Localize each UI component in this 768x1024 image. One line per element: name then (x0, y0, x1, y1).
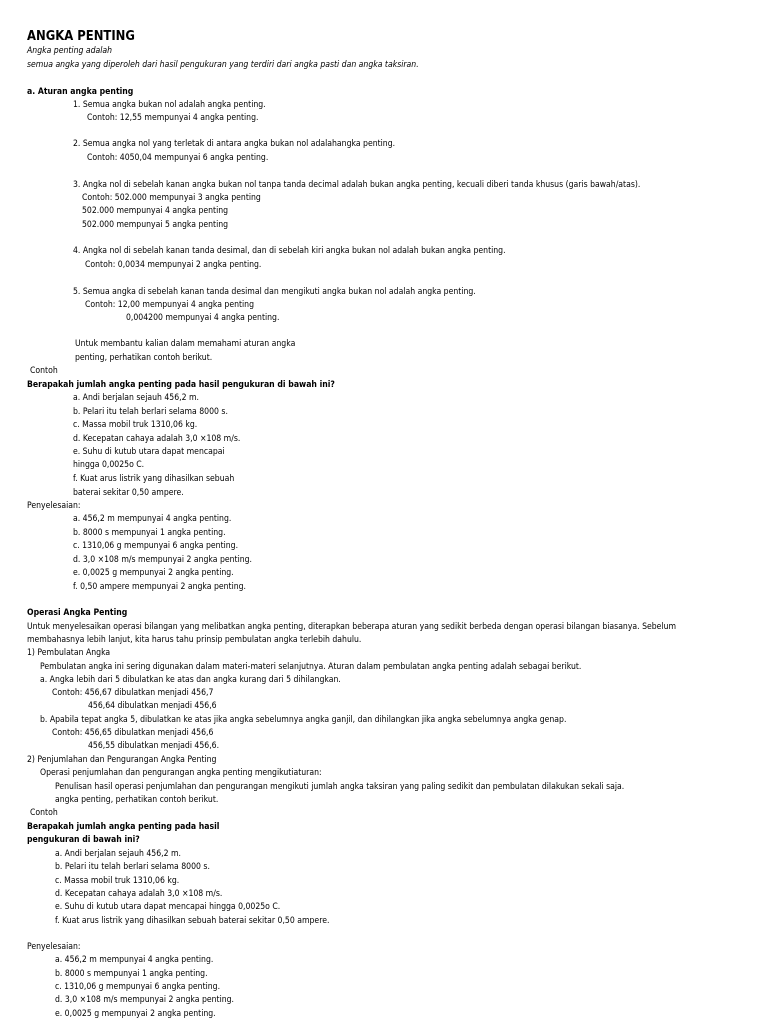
text-line: d. 3,0 ×108 m/s mempunyai 2 angka penting. (73, 555, 253, 565)
section-heading: Operasi Angka Penting (27, 608, 128, 618)
text-line: b. Pelari itu telah berlari selama 8000 s. (55, 862, 210, 872)
text-line: d. 3,0 ×108 m/s mempunyai 2 angka penting. (55, 995, 235, 1005)
text-line: f. Kuat arus listrik yang dihasilkan sebuah (73, 474, 235, 484)
text-line: c. Massa mobil truk 1310,06 kg. (73, 420, 198, 430)
text-line: hingga 0,0025o C. (73, 460, 145, 470)
section-heading: Berapakah jumlah angka penting pada hasil (27, 822, 220, 832)
text-line: 2) Penjumlahan dan Pengurangan Angka Penting (27, 755, 217, 765)
text-line: e. Suhu di kutub utara dapat mencapai hingga 0,0025o C. (55, 902, 281, 912)
text-line: d. Kecepatan cahaya adalah 3,0 ×108 m/s. (55, 889, 223, 899)
text-line: angka penting, perhatikan contoh berikut. (55, 795, 219, 805)
text-line: Penyelesaian: (27, 942, 81, 952)
text-line: b. Apabila tepat angka 5, dibulatkan ke atas jika angka sebelumnya angka ganjil, dan dihilangkan jika angka sebelumnya angka genap. (40, 715, 567, 725)
text-line: semua angka yang diperoleh dari hasil pengukuran yang terdiri dari angka pasti dan angka taksiran. (27, 60, 419, 70)
text-line: e. Suhu di kutub utara dapat mencapai (73, 447, 225, 457)
text-line: c. 1310,06 g mempunyai 6 angka penting. (55, 982, 221, 992)
section-heading: a. Aturan angka penting (27, 87, 134, 97)
text-line: Contoh: 12,55 mempunyai 4 angka penting. (87, 113, 259, 123)
text-line: 1. Semua angka bukan nol adalah angka penting. (73, 100, 266, 110)
text-line: a. Andi berjalan sejauh 456,2 m. (73, 393, 199, 403)
text-line: c. Massa mobil truk 1310,06 kg. (55, 876, 180, 886)
text-line: f. 0,50 ampere mempunyai 2 angka penting. (73, 582, 247, 592)
text-line: 2. Semua angka nol yang terletak di antara angka bukan nol adalahangka penting. (73, 139, 396, 149)
text-line: Untuk menyelesaikan operasi bilangan yang melibatkan angka penting, diterapkan beberapa aturan yang sedikit berbeda dengan operasi bilangan biasanya. Sebelum (27, 622, 677, 632)
section-heading: Berapakah jumlah angka penting pada hasil pengukuran di bawah ini? (27, 380, 335, 390)
text-line: a. 456,2 m mempunyai 4 angka penting. (73, 514, 232, 524)
text-line: d. Kecepatan cahaya adalah 3,0 ×108 m/s. (73, 434, 241, 444)
text-line: 5. Semua angka di sebelah kanan tanda desimal dan mengikuti angka bukan nol adalah angka penting. (73, 287, 476, 297)
text-line: Contoh (30, 808, 58, 818)
text-line: Contoh: 4050,04 mempunyai 6 angka penting. (87, 153, 269, 163)
text-line: Contoh: 456,65 dibulatkan menjadi 456,6 (52, 728, 214, 738)
text-line: c. 1310,06 g mempunyai 6 angka penting. (73, 541, 239, 551)
text-line: Contoh: 502.000 mempunyai 3 angka penting (82, 193, 261, 203)
text-line: 3. Angka nol di sebelah kanan angka bukan nol tanpa tanda decimal adalah bukan angka penting, kecuali diberi tanda khusus (garis bawah/atas). (73, 180, 641, 190)
text-line: Untuk membantu kalian dalam memahami aturan angka (75, 339, 296, 349)
text-line: b. 8000 s mempunyai 1 angka penting. (55, 969, 208, 979)
text-line: e. 0,0025 g mempunyai 2 angka penting. (73, 568, 234, 578)
text-line: 456,64 dibulatkan menjadi 456,6 (88, 701, 217, 711)
text-line: Contoh: 456,67 dibulatkan menjadi 456,7 (52, 688, 214, 698)
text-line: a. 456,2 m mempunyai 4 angka penting. (55, 955, 214, 965)
text-line: a. Andi berjalan sejauh 456,2 m. (55, 849, 181, 859)
text-line: Angka penting adalah (27, 46, 113, 56)
text-line: b. 8000 s mempunyai 1 angka penting. (73, 528, 226, 538)
text-line: a. Angka lebih dari 5 dibulatkan ke atas dan angka kurang dari 5 dihilangkan. (40, 675, 341, 685)
text-line: b. Pelari itu telah berlari selama 8000 s. (73, 407, 228, 417)
section-heading: pengukuran di bawah ini? (27, 835, 140, 845)
text-line: Contoh (30, 366, 58, 376)
page-title: ANGKA PENTING (27, 28, 135, 44)
text-line: 1) Pembulatan Angka (27, 648, 111, 658)
text-line: penting, perhatikan contoh berikut. (75, 353, 213, 363)
text-line: Operasi penjumlahan dan pengurangan angka penting mengikutiaturan: (40, 768, 322, 778)
text-line: e. 0,0025 g mempunyai 2 angka penting. (55, 1009, 216, 1019)
text-line: Contoh: 0,0034 mempunyai 2 angka penting. (85, 260, 262, 270)
text-line: membahasnya lebih lanjut, kita harus tahu prinsip pembulatan angka terlebih dahulu. (27, 635, 362, 645)
text-line: Penyelesaian: (27, 501, 81, 511)
text-line: 0,004200 mempunyai 4 angka penting. (126, 313, 280, 323)
text-line: Pembulatan angka ini sering digunakan dalam materi-materi selanjutnya. Aturan dalam pembulatan angka penting adalah sebagai berikut. (40, 662, 582, 672)
text-line: Contoh: 12,00 mempunyai 4 angka penting (85, 300, 254, 310)
text-line: 502.000 mempunyai 4 angka penting (82, 206, 229, 216)
text-line: 502.000 mempunyai 5 angka penting (82, 220, 229, 230)
text-line: 4. Angka nol di sebelah kanan tanda desimal, dan di sebelah kiri angka bukan nol adalah bukan angka penting. (73, 246, 506, 256)
text-line: f. Kuat arus listrik yang dihasilkan sebuah baterai sekitar 0,50 ampere. (55, 916, 330, 926)
text-line: baterai sekitar 0,50 ampere. (73, 488, 184, 498)
text-line: 456,55 dibulatkan menjadi 456,6. (88, 741, 220, 751)
text-line: Penulisan hasil operasi penjumlahan dan pengurangan mengikuti jumlah angka taksiran yang paling sedikit dan pembulatan dilakukan sekali saja. (55, 782, 625, 792)
